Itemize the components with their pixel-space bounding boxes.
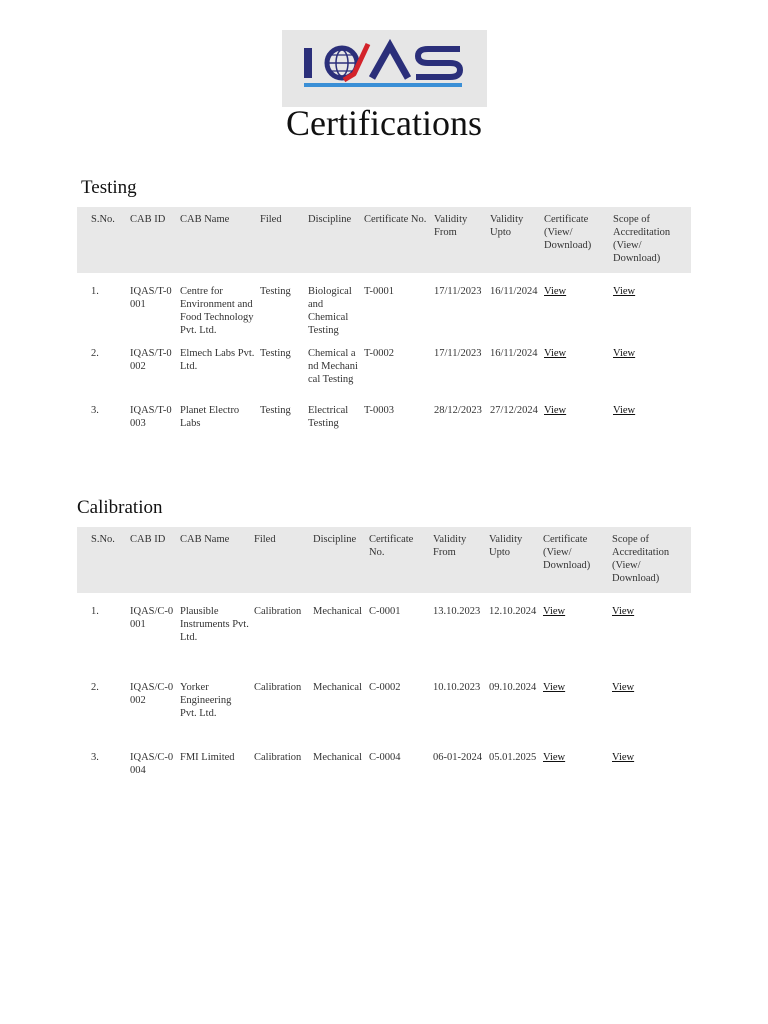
row-valid-upto: 09.10.2024 [489, 682, 537, 693]
row-valid-from: 06-01-2024 [433, 752, 482, 763]
scope-view-link[interactable]: View [612, 752, 635, 763]
col-cab-name: CAB Name [178, 527, 252, 593]
row-cert-no: T-0003 [364, 405, 394, 416]
col-filed: Filed [252, 527, 311, 593]
row-cert-no: C-0001 [369, 606, 401, 617]
col-certificate-no: Certificate No. [362, 207, 432, 273]
row-discipline: Mechanical [313, 752, 362, 763]
certificate-view-link[interactable]: View [544, 348, 567, 359]
row-cab-id: IQAS/C-0002 [130, 682, 174, 706]
col-discipline: Discipline [311, 527, 367, 593]
row-discipline: Mechanical [313, 682, 362, 693]
scope-view-link[interactable]: View [612, 682, 635, 693]
col-sno: S.No. [77, 207, 128, 273]
row-cab-id: IQAS/C-0004 [130, 752, 174, 776]
table-row [77, 347, 691, 386]
col-certificate-no: Certificate No. [367, 527, 431, 593]
iqas-logo [282, 30, 487, 107]
row-cert-no: C-0002 [369, 682, 401, 693]
row-discipline: Mechanical [313, 606, 362, 617]
calibration-heading: Calibration [77, 497, 163, 518]
table-row [77, 404, 691, 430]
table-row [77, 681, 691, 720]
row-sno: 2. [91, 348, 99, 359]
row-valid-upto: 16/11/2024 [490, 348, 538, 359]
col-validity-from: Validity From [432, 207, 488, 273]
row-cab-name: FMI Limited [180, 752, 235, 763]
row-filed: Calibration [254, 682, 302, 693]
row-cab-id: IQAS/T-0002 [130, 348, 172, 372]
row-valid-upto: 05.01.2025 [489, 752, 537, 763]
row-filed: Testing [260, 348, 291, 359]
row-filed: Calibration [254, 752, 302, 763]
row-valid-from: 17/11/2023 [434, 286, 482, 297]
col-validity-upto: Validity Upto [488, 207, 542, 273]
calibration-header-row [77, 527, 691, 593]
row-cab-name: Planet Electro Labs [180, 405, 240, 429]
row-cab-id: IQAS/T-0003 [130, 405, 172, 429]
row-filed: Calibration [254, 606, 302, 617]
col-cab-name: CAB Name [178, 207, 258, 273]
row-valid-upto: 12.10.2024 [489, 606, 537, 617]
table-row [77, 285, 691, 337]
row-valid-from: 10.10.2023 [433, 682, 481, 693]
scope-view-link[interactable]: View [613, 286, 636, 297]
table-row [77, 605, 691, 644]
testing-header-row [77, 207, 691, 273]
certificate-view-link[interactable]: View [544, 405, 567, 416]
row-cert-no: T-0002 [364, 348, 394, 359]
col-scope-view: Scope of Accreditation (View/ Download) [610, 527, 691, 593]
row-filed: Testing [260, 405, 291, 416]
col-validity-upto: Validity Upto [487, 527, 541, 593]
row-discipline: Chemical and Mechanical Testing [308, 348, 358, 385]
row-sno: 3. [91, 405, 99, 416]
iqas-logo-graphic [282, 30, 487, 107]
row-filed: Testing [260, 286, 291, 297]
row-cert-no: T-0001 [364, 286, 394, 297]
row-cab-name: Plausible Instruments Pvt. Ltd. [180, 606, 249, 643]
row-cab-name: Yorker Engineering Pvt. Ltd. [180, 682, 232, 719]
col-validity-from: Validity From [431, 527, 487, 593]
row-cab-name: Centre for Environment and Food Technology Pvt. Ltd. [180, 286, 254, 336]
row-valid-upto: 27/12/2024 [490, 405, 538, 416]
certificate-view-link[interactable]: View [543, 752, 566, 763]
col-scope-view: Scope of Accreditation (View/ Download) [611, 207, 691, 273]
table-row [77, 751, 691, 777]
row-valid-from: 13.10.2023 [433, 606, 481, 617]
col-discipline: Discipline [306, 207, 362, 273]
certificate-view-link[interactable]: View [544, 286, 567, 297]
col-certificate-view: Certificate (View/ Download) [541, 527, 610, 593]
row-sno: 1. [91, 286, 99, 297]
testing-heading: Testing [81, 177, 137, 198]
row-valid-upto: 16/11/2024 [490, 286, 538, 297]
scope-view-link[interactable]: View [613, 405, 636, 416]
row-discipline: Biological and Chemical Testing [308, 286, 352, 336]
col-cab-id: CAB ID [128, 527, 178, 593]
row-cab-id: IQAS/T-0001 [130, 286, 172, 310]
col-filed: Filed [258, 207, 306, 273]
row-cab-id: IQAS/C-0001 [130, 606, 174, 630]
col-cab-id: CAB ID [128, 207, 178, 273]
row-sno: 3. [91, 752, 99, 763]
testing-table [77, 207, 691, 430]
row-sno: 1. [91, 606, 99, 617]
row-cab-name: Elmech Labs Pvt. Ltd. [180, 348, 255, 372]
calibration-table [77, 527, 691, 777]
row-cert-no: C-0004 [369, 752, 401, 763]
certificate-view-link[interactable]: View [543, 606, 566, 617]
row-valid-from: 28/12/2023 [434, 405, 482, 416]
row-discipline: Electrical Testing [308, 405, 349, 429]
scope-view-link[interactable]: View [612, 606, 635, 617]
page-title: Certifications [286, 103, 482, 143]
row-valid-from: 17/11/2023 [434, 348, 482, 359]
col-sno: S.No. [77, 527, 128, 593]
col-certificate-view: Certificate (View/ Download) [542, 207, 611, 273]
row-sno: 2. [91, 682, 99, 693]
certificate-view-link[interactable]: View [543, 682, 566, 693]
scope-view-link[interactable]: View [613, 348, 636, 359]
